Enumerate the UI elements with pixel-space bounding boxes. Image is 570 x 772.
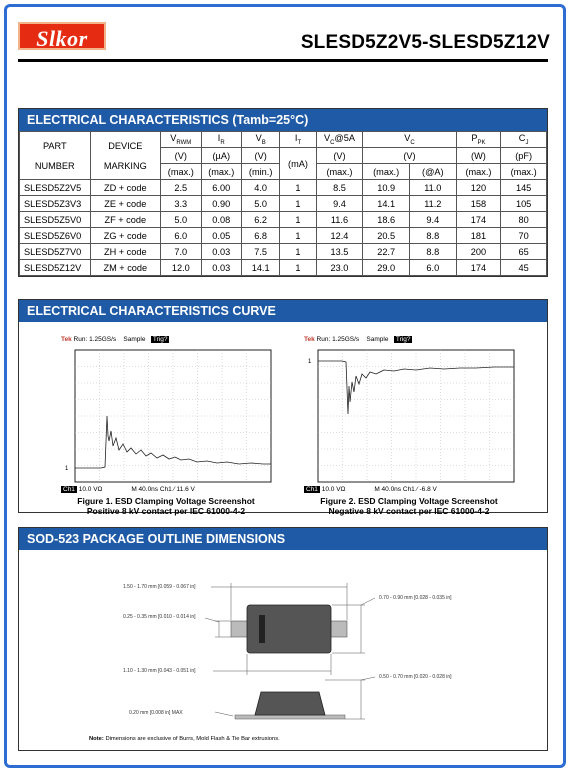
characteristics-curve-section: [18, 299, 548, 516]
table-cell: 2.5: [161, 180, 201, 196]
table-cell: 6.2: [241, 212, 279, 228]
dim-overall-length: 1.50 - 1.70 mm [0.059 - 0.067 in]: [123, 584, 196, 590]
table-cell: SLESD5Z7V0: [20, 244, 91, 260]
table-cell: 70: [501, 228, 547, 244]
table-cell: 0.08: [201, 212, 241, 228]
unit-it: (mA): [280, 148, 316, 180]
table-cell: 29.0: [363, 260, 410, 276]
table-cell: 6.0: [409, 260, 456, 276]
table-cell: ZH + code: [90, 244, 161, 260]
table-cell: 8.5: [316, 180, 363, 196]
table-cell: 12.4: [316, 228, 363, 244]
table-cell: 20.5: [363, 228, 410, 244]
table-cell: ZM + code: [90, 260, 161, 276]
dim-lead-thickness: 0.20 mm [0.008 in] MAX: [129, 710, 183, 716]
electrical-characteristics-table: [19, 131, 547, 276]
scope-status-line: Tek Run: 1.25GS/s Sample Trig?: [61, 336, 168, 343]
table-cell: 0.03: [201, 244, 241, 260]
package-note: Note: Dimensions are exclusive of Burrs, Mold Flash & Tie Bar extrusions.: [89, 736, 280, 742]
cond-ppk: (max.): [456, 164, 501, 180]
scope-readout-line: Ch1 10.0 VΩ M 40.0ns Ch1 ∕ 11.6 V: [63, 486, 195, 493]
table-cell: 5.0: [241, 196, 279, 212]
header-ppk: $P_{PK}$: [456, 132, 501, 148]
brand-logo: Slkor: [18, 22, 106, 50]
header-device-marking: DEVICE MARKING: [90, 132, 161, 180]
table-cell: 158: [456, 196, 501, 212]
table-cell: 6.00: [201, 180, 241, 196]
figure-2-caption: Figure 2. ESD Clamping Voltage Screenshot Negative 8 kV contact per IEC 61000-4-2: [320, 496, 498, 516]
unit-ir: (µA): [201, 148, 241, 164]
header-it: $I_T$: [280, 132, 316, 148]
scope-screenshot-1: [61, 336, 273, 492]
section-title: ELECTRICAL CHARACTERISTICS (Tamb=25°C): [19, 109, 547, 131]
table-cell: 1: [280, 228, 316, 244]
section-title: ELECTRICAL CHARACTERISTICS CURVE: [19, 300, 547, 322]
unit-vc: (V): [363, 148, 456, 164]
table-cell: 9.4: [316, 196, 363, 212]
electrical-characteristics-section: [18, 108, 548, 277]
cond-vc-at-a: (@A): [409, 164, 456, 180]
table-cell: 0.05: [201, 228, 241, 244]
table-cell: 4.0: [241, 180, 279, 196]
table-cell: 11.2: [409, 196, 456, 212]
table-cell: SLESD5Z12V: [20, 260, 91, 276]
header-vrwm: $V_{RWM}$: [161, 132, 201, 148]
table-cell: 1: [280, 196, 316, 212]
header-rule: [18, 59, 548, 62]
table-cell: 0.03: [201, 260, 241, 276]
table-cell: ZD + code: [90, 180, 161, 196]
cond-ir: (max.): [201, 164, 241, 180]
dim-body-width: 0.70 - 0.90 mm [0.028 - 0.035 in]: [379, 595, 452, 601]
table-cell: 12.0: [161, 260, 201, 276]
table-cell: ZG + code: [90, 228, 161, 244]
unit-vb: (V): [241, 148, 279, 164]
dim-body-length: 1.10 - 1.30 mm [0.043 - 0.051 in]: [123, 668, 196, 674]
table-cell: SLESD5Z2V5: [20, 180, 91, 196]
header-cj: $C_J$: [501, 132, 547, 148]
package-drawing: [19, 550, 547, 750]
cond-cj: (max.): [501, 164, 547, 180]
table-cell: 13.5: [316, 244, 363, 260]
table-cell: 1: [280, 244, 316, 260]
header-vb: $V_B$: [241, 132, 279, 148]
unit-cj: (pF): [501, 148, 547, 164]
table-cell: 23.0: [316, 260, 363, 276]
header-vc5a: $V_C@5A$: [316, 132, 363, 148]
table-cell: 8.8: [409, 228, 456, 244]
scope-readout-line: Ch1 10.0 VΩ M 40.0ns Ch1 ∕ -6.8 V: [306, 486, 437, 493]
table-cell: 11.6: [316, 212, 363, 228]
scope-screenshot-2: [304, 336, 516, 492]
table-cell: SLESD5Z5V0: [20, 212, 91, 228]
table-cell: 5.0: [161, 212, 201, 228]
table-cell: 80: [501, 212, 547, 228]
table-cell: 1: [280, 260, 316, 276]
svg-text:1: 1: [65, 466, 69, 472]
scope-plot-2: [304, 346, 516, 486]
table-cell: 7.0: [161, 244, 201, 260]
cond-vc-max: (max.): [363, 164, 410, 180]
table-cell: 65: [501, 244, 547, 260]
table-cell: 7.5: [241, 244, 279, 260]
table-cell: 1: [280, 180, 316, 196]
table-cell: 174: [456, 212, 501, 228]
header-vc: $V_C$: [363, 132, 456, 148]
table-cell: 3.3: [161, 196, 201, 212]
table-cell: SLESD5Z6V0: [20, 228, 91, 244]
package-body: [19, 550, 547, 750]
header-part-number: PART NUMBER: [20, 132, 91, 180]
figure-1-caption: Figure 1. ESD Clamping Voltage Screenshot Positive 8 kV contact per IEC 61000-4-2: [77, 496, 255, 516]
table-cell: 0.90: [201, 196, 241, 212]
scope-status-line: Tek Run: 1.25GS/s Sample Trig?: [304, 336, 411, 343]
table-body: [20, 180, 547, 276]
section-title: SOD-523 PACKAGE OUTLINE DIMENSIONS: [19, 528, 547, 550]
table-cell: 8.8: [409, 244, 456, 260]
table-cell: 18.6: [363, 212, 410, 228]
document-title: SLESD5Z2V5-SLESD5Z12V: [300, 32, 550, 53]
table-row: [20, 196, 547, 212]
curve-body: [19, 322, 547, 516]
table-cell: 14.1: [363, 196, 410, 212]
table-row: [20, 228, 547, 244]
table-cell: 145: [501, 180, 547, 196]
table-row: [20, 212, 547, 228]
unit-vc5a: (V): [316, 148, 363, 164]
dim-lead-width: 0.25 - 0.35 mm [0.010 - 0.014 in]: [123, 614, 196, 620]
cond-vb: (min.): [241, 164, 279, 180]
dim-height: 0.50 - 0.70 mm [0.020 - 0.028 in]: [379, 674, 452, 680]
scope-plot-1: [61, 346, 273, 486]
table-cell: 1: [280, 212, 316, 228]
header-ir: $I_R$: [201, 132, 241, 148]
table-cell: 22.7: [363, 244, 410, 260]
unit-vrwm: (V): [161, 148, 201, 164]
table-cell: 6.0: [161, 228, 201, 244]
table-cell: ZF + code: [90, 212, 161, 228]
table-row: [20, 244, 547, 260]
table-cell: 174: [456, 260, 501, 276]
cond-vrwm: (max.): [161, 164, 201, 180]
svg-text:1: 1: [308, 359, 312, 365]
table-cell: ZE + code: [90, 196, 161, 212]
table-cell: 11.0: [409, 180, 456, 196]
table-row: [20, 180, 547, 196]
table-cell: 14.1: [241, 260, 279, 276]
table-cell: 120: [456, 180, 501, 196]
table-cell: 45: [501, 260, 547, 276]
table-cell: 181: [456, 228, 501, 244]
table-cell: 6.8: [241, 228, 279, 244]
table-cell: 200: [456, 244, 501, 260]
table-cell: 9.4: [409, 212, 456, 228]
cond-vc5a: (max.): [316, 164, 363, 180]
table-row: [20, 260, 547, 276]
table-header-row: [20, 132, 547, 148]
unit-ppk: (W): [456, 148, 501, 164]
table-cell: SLESD5Z3V3: [20, 196, 91, 212]
package-outline-section: [18, 527, 548, 751]
table-cell: 105: [501, 196, 547, 212]
table-cell: 10.9: [363, 180, 410, 196]
